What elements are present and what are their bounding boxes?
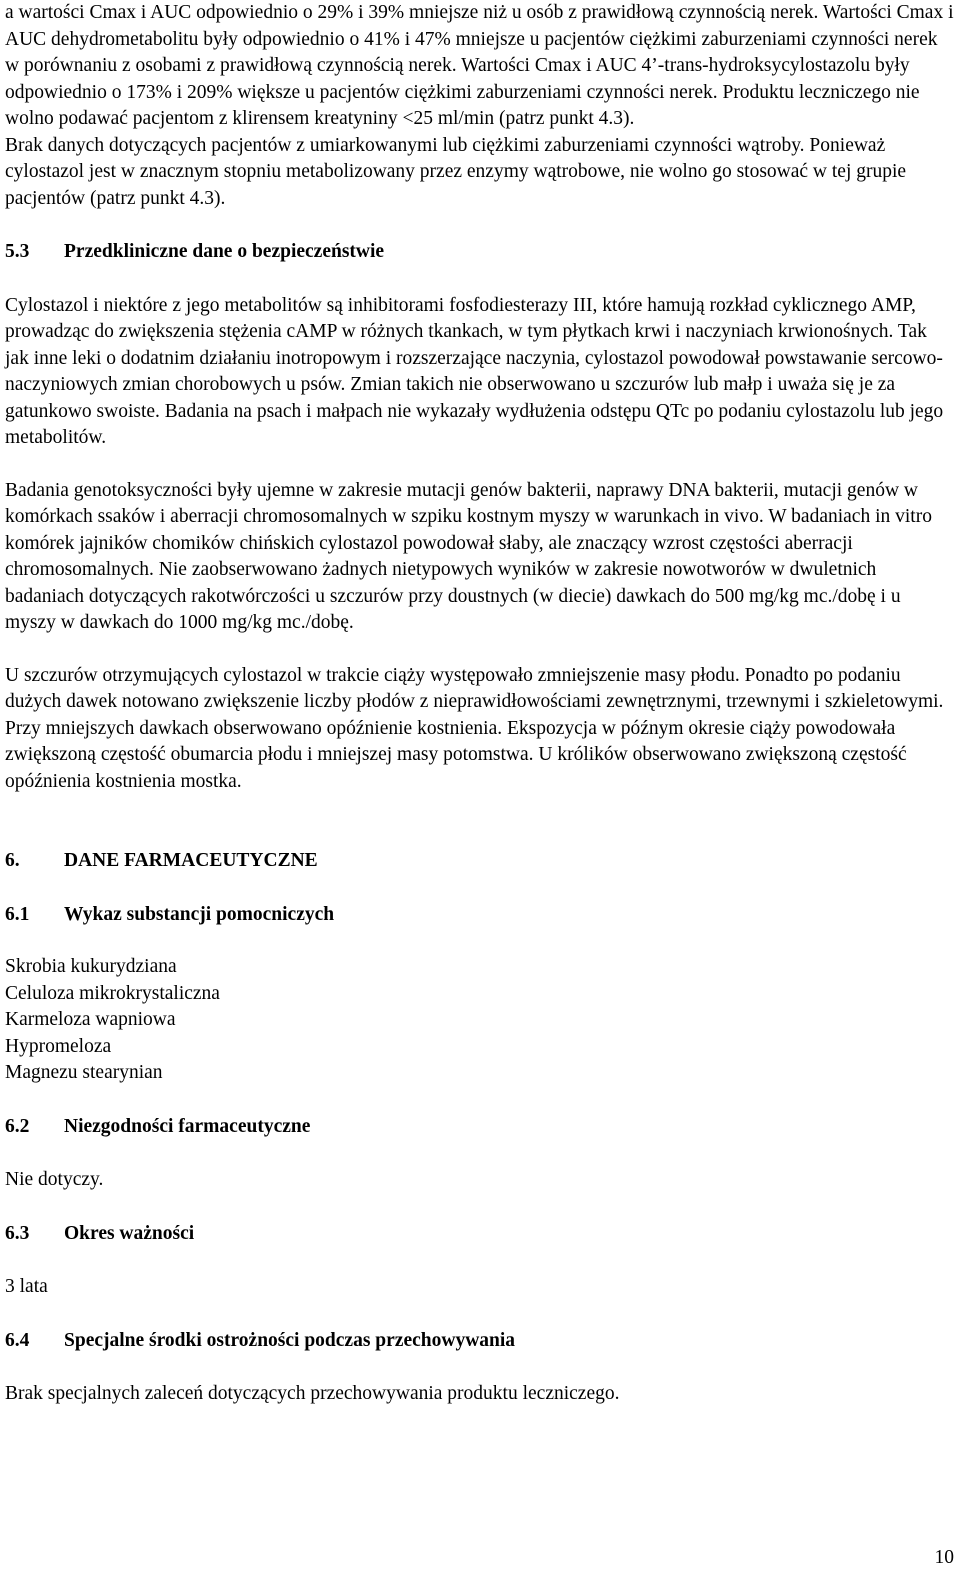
renal-impairment-paragraph: a wartości Cmax i AUC odpowiednio o 29% i 39% mniejsze niż u osób z prawidłową czynnością nerek. Wartości Cmax i AUC dehydrometabolitu były odpowiednio o 41% i 47% mniejsze u pacjentów ciężkimi zaburzeniami czynności nerek w porównaniu z osobami z prawidłową czynnością nerek. Wartości Cmax i AUC 4’-trans-hydroksycylostazolu były odpowiednio o 173% i 209% większe u pacjentów ciężkimi zaburzeniami czynności nerek. Produktu leczniczego nie wolno podawać pacjentom z klirensem kreatyniny <25 ml/min (patrz punkt 4.3). (5, 2, 954, 129)
section-title: Wykaz substancji pomocniczych (64, 903, 335, 925)
list-item: Magnezu stearynian (5, 1062, 163, 1083)
section-title: DANE FARMACEUTYCZNE (64, 850, 318, 871)
section-6-4-heading (5, 1328, 955, 1355)
list-item: Karmeloza wapniowa (5, 1009, 176, 1030)
section-title: Niezgodności farmaceutyczne (64, 1115, 311, 1137)
list-item: Hypromeloza (5, 1035, 112, 1057)
shelf-life-text: 3 lata (5, 1276, 48, 1297)
preclinical-paragraph-2: Badania genotoksyczności były ujemne w zakresie mutacji genów bakterii, naprawy DNA bakterii, mutacji genów w komórkach ssaków i aberracji chromosomalnych w szpiku kostnym myszy w warunkach in vivo. W badaniach in vitro komórek jajników chomików chińskich cylostazol powodował słaby, ale znaczący wzrost częstości aberracji chromosomalnych. Nie zaobserwowano żadnych nietypowych wyników w zakresie nowotworów w dwuletnich badaniach dotyczących rakotwórczości u szczurów przy doustnych (w diecie) dawkach do 500 mg/kg mc./dobę i u myszy w dawkach do 1000 mg/kg mc./dobę. (5, 479, 932, 633)
section-number: 5.3 (5, 241, 30, 262)
section-title: Okres ważności (64, 1222, 195, 1244)
excipients-list (5, 954, 955, 1087)
section-number: 6.4 (5, 1329, 30, 1351)
section-number: 6.3 (5, 1222, 30, 1244)
section-6-heading (5, 848, 955, 875)
section-title: Przedkliniczne dane o bezpieczeństwie (64, 241, 385, 262)
incompatibilities-text: Nie dotyczy. (5, 1169, 104, 1190)
preclinical-paragraph-1: Cylostazol i niektóre z jego metabolitów są inhibitorami fosfodiesterazy III, które hamują rozkład cyklicznego AMP, prowadząc do zwiększenia stężenia cAMP w różnych tkankach, w tym płytkach krwi i naczyniach krwionośnych. Tak jak inne leki o dodatnim działaniu inotropowym i rozszerzające naczynia, cylostazol powodował powstawanie sercowo-naczyniowych zmian chorobowych u psów. Zmian takich nie obserwowano u szczurów lub małp i uważa się je za gatunkowo swoiste. Badania na psach i małpach nie wykazały wydłużenia odstępu QTc po podaniu cylostazolu lub jego metabolitów. (5, 294, 944, 448)
section-5-3-heading (5, 239, 955, 266)
list-item: Skrobia kukurydziana (5, 956, 177, 977)
section-6-2-heading (5, 1114, 955, 1141)
preclinical-paragraph-3: U szczurów otrzymujących cylostazol w trakcie ciąży występowało zmniejszenie masy płodu. Ponadto po podaniu dużych dawek notowano zwiększenie liczby płodów z nieprawidłowościami zewnętrznymi, trzewnymi i szkieletowymi. Przy mniejszych dawkach obserwowano opóźnienie kostnienia. Ekspozycja w późnym okresie ciąży powodowała zwiększoną częstość obumarcia płodu i mniejszej masy potomstwa. U królików obserwowano zwiększoną częstość opóźnienia kostnienia mostka. (5, 664, 944, 792)
section-6-3-heading (5, 1221, 955, 1248)
section-6-1-heading (5, 902, 955, 929)
page-number: 10 (934, 1547, 954, 1568)
section-number: 6.2 (5, 1115, 30, 1137)
section-number: 6. (5, 850, 20, 871)
list-item: Celuloza mikrokrystaliczna (5, 982, 220, 1004)
storage-precautions-text: Brak specjalnych zaleceń dotyczących przechowywania produktu leczniczego. (5, 1383, 620, 1404)
section-number: 6.1 (5, 903, 30, 925)
document-page (5, 0, 955, 1408)
hepatic-impairment-paragraph: Brak danych dotyczących pacjentów z umiarkowanymi lub ciężkimi zaburzeniami czynności wątroby. Ponieważ cylostazol jest w znacznym stopniu metabolizowany przez enzymy wątrobowe, nie wolno go stosować w tej grupie pacjentów (patrz punkt 4.3). (5, 134, 907, 209)
section-title: Specjalne środki ostrożności podczas przechowywania (64, 1329, 516, 1351)
